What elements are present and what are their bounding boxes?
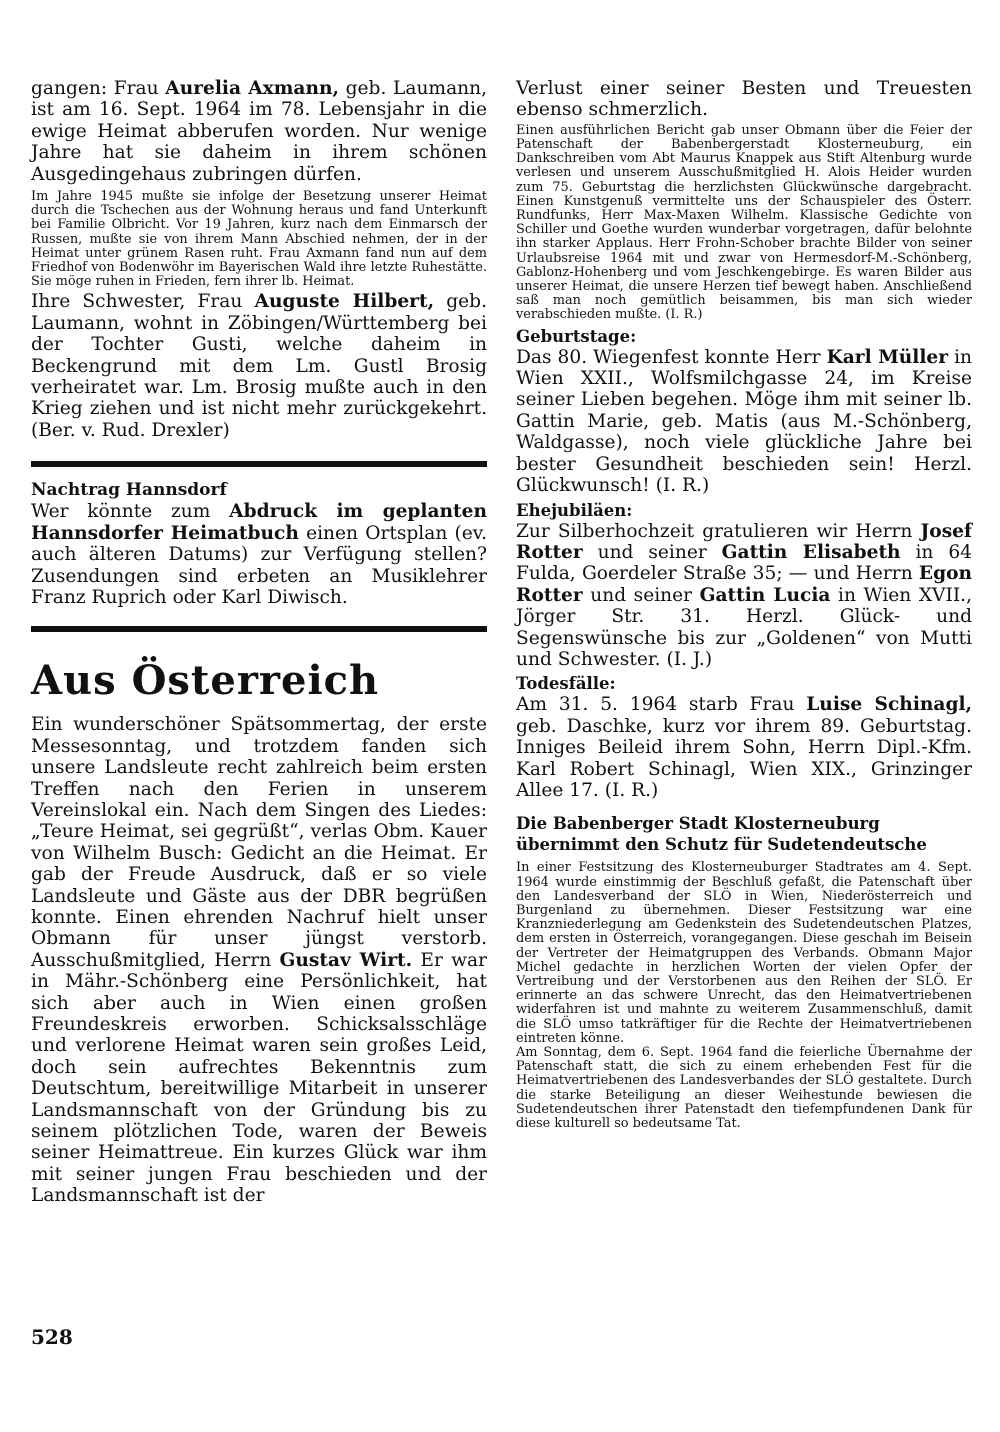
bold-name: Luise Schinagl,: [806, 694, 972, 716]
text-run: Am 31. 5. 1964 starb Frau: [516, 694, 807, 716]
bold-name: Gattin Elisabeth: [721, 541, 901, 563]
bold-name: Abdruck im geplanten Hannsdorfer Heimatbuch: [31, 501, 487, 544]
bold-name: Josef Rotter: [516, 520, 972, 563]
bold-name: Egon Rotter: [516, 563, 972, 606]
bold-name: Auguste Hilbert,: [254, 291, 435, 313]
text-run: In einer Festsitzung des Klosterneuburger Stadtrates am 4. Sept. 1964 wurde einstimmig der Beschluß gefaßt, die Patenschaft über den Landesverband der SLÖ in Wien, Niederösterreich und Burgenland zu übernehmen. Dieser Festsitzung war eine Kranzniederlegung am Gedenkstein des Sudetendeutschen Platzes, dem ersten in Österreich, vorangegangen. Diese geschah im Beisein der Vertreter der Heimatgruppen des Verbands. Obmann Major Michel gedachte in herzlichen Worten der vielen Opfer der Vertreibung und der Verstorbenen aus den Reihen der SLÖ. Er erinnerte an das schwere Unrecht, das den Heimatvertriebenen widerfahren ist und mahnte zu weiterem Zusammenschluß, damit die SLÖ umso tatkräftiger für die Rechte der Heimatvertriebenen eintreten könne.: [516, 860, 972, 1046]
text-run: gangen: Frau: [31, 78, 166, 99]
text-run: geb. Laumann, wohnt in Zöbingen/Württemberg bei der Tochter Gusti, welche daheim in Beckengrund mit dem Lm. Gustl Brosig verheiratet war. Lm. Brosig mußte auch in den Krieg ziehen und ist nicht mehr zurückgekehrt. (Ber. v. Rud. Drexler): [31, 291, 487, 441]
heading-ehejubilaeen: Ehejubiläen:: [516, 500, 633, 520]
paragraph-hilbert: [31, 291, 487, 441]
text-run: in Wien XXII., Wolfsmilchgasse 24, im Kreise seiner Lieben begehen. Möge ihm mit seiner lb. Gattin Marie, geb. Matis (aus M.-Schönberg, Waldgasse), noch viele glückliche Jahre bei bester Gesundheit beschieden sein! Herzl. Glückwunsch! (I. R.): [516, 346, 972, 497]
text-run: geb. Daschke, kurz vor ihrem 89. Geburtstag. Inniges Beileid ihrem Sohn, Herrn Dipl.-Kfm. Karl Robert Schinagl, Wien XIX., Grinzinger Allee 17. (I. R.): [516, 715, 972, 801]
heading-todesfaelle: Todesfälle:: [516, 674, 616, 694]
paragraph-uebernahme: [516, 1046, 972, 1131]
paragraph-bericht: [516, 124, 972, 323]
divider-rule: [31, 461, 487, 467]
paragraph-geburtstage: [516, 347, 972, 497]
text-run: Das 80. Wiegenfest konnte Herr: [516, 346, 827, 368]
text-run: Verlust einer seiner Besten und Treuesten ebenso schmerzlich.: [516, 78, 972, 121]
bold-name: Gustav Wirt.: [279, 949, 413, 971]
text-run: Zur Silberhochzeit gratulieren wir Herrn: [516, 520, 921, 542]
text-run: und seiner: [582, 541, 722, 563]
text-run: geb. Laumann, ist am 16. Sept. 1964 im 78. Lebensjahr in die ewige Heimat abberufen worden. Nur wenige Jahre hat sie daheim in ihrem schönen Ausgedingehaus zubringen dürfen.: [31, 78, 488, 185]
text-run: Wer könnte zum: [31, 501, 230, 523]
text-run: Im Jahre 1945 mußte sie infolge der Besetzung unserer Heimat durch die Tschechen aus der Wohnung heraus und fand Unterkunft bei Familie Olbricht. Vor 19 Jahren, kurz nach dem Einmarsch der Russen, mußte sie von ihrem Mann Abschied nehmen, der in der Heimat unter grünem Rasen ruht. Frau Axmann fand nun auf dem Friedhof von Bodenwöhr im Bayerischen Wald ihre letzte Ruhestätte. Sie möge ruhen in Frieden, fern ihrer lb. Heimat.: [31, 189, 487, 290]
paragraph-oesterreich: [31, 714, 487, 1206]
heading-geburtstage: Geburtstage:: [516, 326, 637, 346]
paragraph-todesfaelle: [516, 694, 972, 801]
section-title: Aus Österreich: [31, 657, 380, 705]
text-run: einen Ortsplan (ev. auch älteren Datums) zur Verfügung stellen? Zusendungen sind erbeten an Musiklehrer Franz Ruprich oder Karl Diwisch.: [31, 522, 487, 608]
text-run: in 64 Fulda, Goerdeler Straße 35; — und Herrn: [516, 541, 972, 585]
paragraph-festsitzung: [516, 861, 972, 1046]
text-run: Ein wunderschöner Spätsommertag, der erste Messesonntag, und trotzdem fanden sich unsere Landsleute recht zahlreich beim ersten Treffen nach den Ferien in unserem Vereinslokal ein. Nach dem Singen des Liedes: „Teure Heimat, sei gegrüßt“, verlas Obm. Kauer von Wilhelm Busch: Gedicht an die Heimat. Er gab der Freude Ausdruck, daß er so viele Landsleute und Gäste aus der DBR begrüßen konnte. Einen ehrenden Nachruf hielt unser Obmann für unser jüngst verstorb. Ausschußmitglied, Herrn: [31, 714, 487, 971]
paragraph-nachtrag: [31, 501, 487, 608]
paragraph-ehejubilaeen: [516, 521, 972, 671]
heading-babenberger: Die Babenberger Stadt Klosterneuburg übernimmt den Schutz für Sudetendeutsche: [516, 814, 927, 855]
paragraph-axmann: [31, 78, 487, 185]
text-run: und seiner: [582, 584, 700, 606]
bold-name: Karl Müller: [826, 346, 949, 368]
text-run: Er war in Mähr.-Schönberg eine Persönlichkeit, hat sich aber auch in Wien einen großen Freundeskreis erworben. Schicksalsschläge und verlorene Heimat waren sein großes Leid, doch sein aufrechtes Bekenntnis zum Deutschtum, bereitwillige Mitarbeit in unserer Landsmannschaft von der Gründung bis zu seinem plötzlichen Tode, waren der Beweis seiner Heimattreue. Ein kurzes Glück war ihm mit seiner jungen Frau beschieden und der Landsmannschaft ist der: [31, 949, 487, 1207]
right-column: [516, 78, 972, 1131]
heading-nachtrag-hannsdorf: Nachtrag Hannsdorf: [31, 480, 227, 501]
text-run: Ihre Schwester, Frau: [31, 291, 255, 313]
bold-name: Aurelia Axmann,: [165, 78, 339, 99]
page-number: 528: [31, 1325, 73, 1349]
left-column: [31, 78, 487, 1207]
text-run: Am Sonntag, dem 6. Sept. 1964 fand die feierliche Übernahme der Patenschaft statt, die sich zu einem erhebenden Fest für die Heimatvertriebenen des Landesverbandes der SLÖ gestaltete. Durch die starke Beteiligung an dieser Weihestunde bewiesen die Sudetendeutschen ihrer Patenstadt den tiefempfundenen Dank für diese kulturell so bedeutsame Tat.: [516, 1045, 972, 1132]
paragraph-verlust: [516, 78, 972, 121]
bold-name: Gattin Lucia: [699, 584, 831, 606]
divider-rule: [31, 626, 487, 632]
paragraph-axmann-details: [31, 190, 487, 289]
text-run: in Wien XVII., Jörger Str. 31. Herzl. Glück- und Segenswünsche bis zur „Goldenen“ von Mutti und Schwester. (I. J.): [516, 584, 972, 670]
text-run: Einen ausführlichen Bericht gab unser Obmann über die Feier der Patenschaft der Babenbergerstadt Klosterneuburg, ein Dankschreiben vom Abt Maurus Knappek aus Stift Altenburg wurde verlesen und unserem Ausschußmitglied H. Alois Heider wurden zum 75. Geburtstag die herzlichsten Glückwünsche dargebracht. Einen Kunstgenuß vermittelte uns der Schauspieler des Österr. Rundfunks, Herr Max-Maxen Wilhelm. Klassische Gedichte von Schiller und Goethe wurden wunderbar vorgetragen, dafür belohnte ihn starker Applaus. Herr Frohn-Schober brachte Bilder von seiner Urlaubsreise 1964 mit und zwar von Hermesdorf-M.-Schönberg, Gablonz-Hohenberg und vom Jeschkengebirge. Es waren Bilder aus unserer Heimat, die unsere Herzen tief bewegt haben. Anschließend saß man noch gemütlich beisammen, bis man sich wieder verabschieden mußte. (I. R.): [516, 122, 972, 323]
